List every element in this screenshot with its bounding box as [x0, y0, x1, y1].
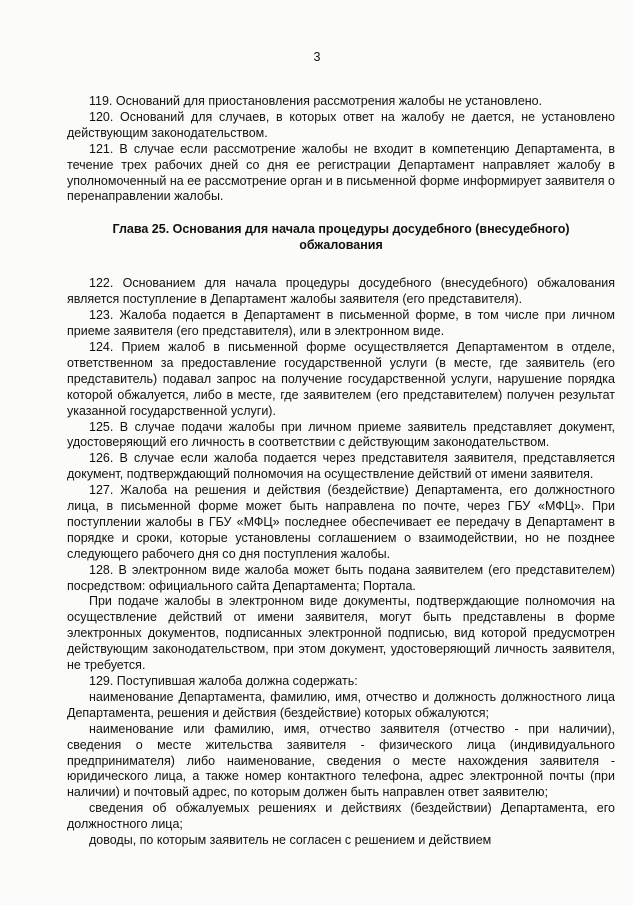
paragraph-122: 122. Основанием для начала процедуры досудебного (внесудебного) обжалования является поступление в Департамент жалобы заявителя (его представителя).	[67, 276, 615, 307]
paragraph-128-electronic-docs: При подаче жалобы в электронном виде документы, подтверждающие полномочия на осуществление действий от имени заявителя, могут быть представлены в форме электронных документов, подписанных электронной подписью, вид которой предусмотрен действующим законодательством, при этом документ, удостоверяющий личность заявителя, не требуется.	[67, 594, 615, 673]
document-body	[67, 94, 615, 849]
chapter-heading: Глава 25. Основания для начала процедуры досудебного (внесудебного) обжалования	[112, 222, 570, 253]
page-number: 3	[313, 50, 321, 64]
paragraph-126: 126. В случае если жалоба подается через представителя заявителя, представляется документ, подтверждающий полномочия на осуществление действий от имени заявителя.	[67, 451, 615, 482]
list-item-arguments: доводы, по которым заявитель не согласен с решением и действием	[89, 833, 492, 848]
paragraph-120: 120. Оснований для случаев, в которых ответ на жалобу не дается, не установлено действующим законодательством.	[67, 109, 615, 140]
list-item-department-name: наименование Департамента, фамилию, имя, отчество и должность должностного лица Департамента, решения и действия (бездействие) которых обжалуются;	[67, 689, 615, 720]
paragraph-128: 128. В электронном виде жалоба может быть подана заявителем (его представителем) посредством: официального сайта Департамента; Портала.	[67, 562, 615, 593]
paragraph-127: 127. Жалоба на решения и действия (бездействие) Департамента, его должностного лица, в письменной форме может быть направлена по почте, через ГБУ «МФЦ». При поступлении жалобы в ГБУ «МФЦ» последнее обеспечивает ее передачу в Департамент в порядке и сроки, которые установлены соглашением о взаимодействии, но не позднее следующего рабочего дня со дня поступления жалобы.	[67, 483, 615, 561]
list-item-appealed-decisions: сведения об обжалуемых решениях и действиях (бездействии) Департамента, его должностного лица;	[67, 801, 615, 832]
paragraph-119: 119. Оснований для приостановления рассмотрения жалобы не установлено.	[89, 94, 543, 108]
list-item-applicant-details: наименование или фамилию, имя, отчество заявителя (отчество - при наличии), сведения о месте жительства заявителя - физического лица (индивидуального предпринимателя) либо наименование, сведения о месте нахождения заявителя - юридического лица, а также номер контактного телефона, адрес электронной почты (при наличии) и почтовый адрес, по которым должен быть направлен ответ заявителю;	[67, 721, 615, 800]
paragraph-123: 123. Жалоба подается в Департамент в письменной форме, в том числе при личном приеме заявителя (его представителя), или в электронном виде.	[67, 308, 615, 339]
paragraph-124: 124. Прием жалоб в письменной форме осуществляется Департаментом в отделе, ответственном за предоставление государственной услуги (в месте, где заявитель (его представитель) подавал запрос на получение государственной услуги, нарушение порядка которой обжалуется, либо в месте, где заявителем (его представителем) получен результат указанной государственной услуги).	[67, 339, 615, 418]
paragraph-129: 129. Поступившая жалоба должна содержать:	[89, 674, 358, 688]
paragraph-121: 121. В случае если рассмотрение жалобы не входит в компетенцию Департамента, в течение трех рабочих дней со дня ее регистрации Департамент направляет жалобу в уполномоченный на ее рассмотрение орган и в письменной форме информирует заявителя о перенаправлении жалобы.	[67, 141, 615, 204]
paragraph-125: 125. В случае подачи жалобы при личном приеме заявитель представляет документ, удостоверяющий его личность в соответствии с действующим законодательством.	[67, 419, 615, 450]
